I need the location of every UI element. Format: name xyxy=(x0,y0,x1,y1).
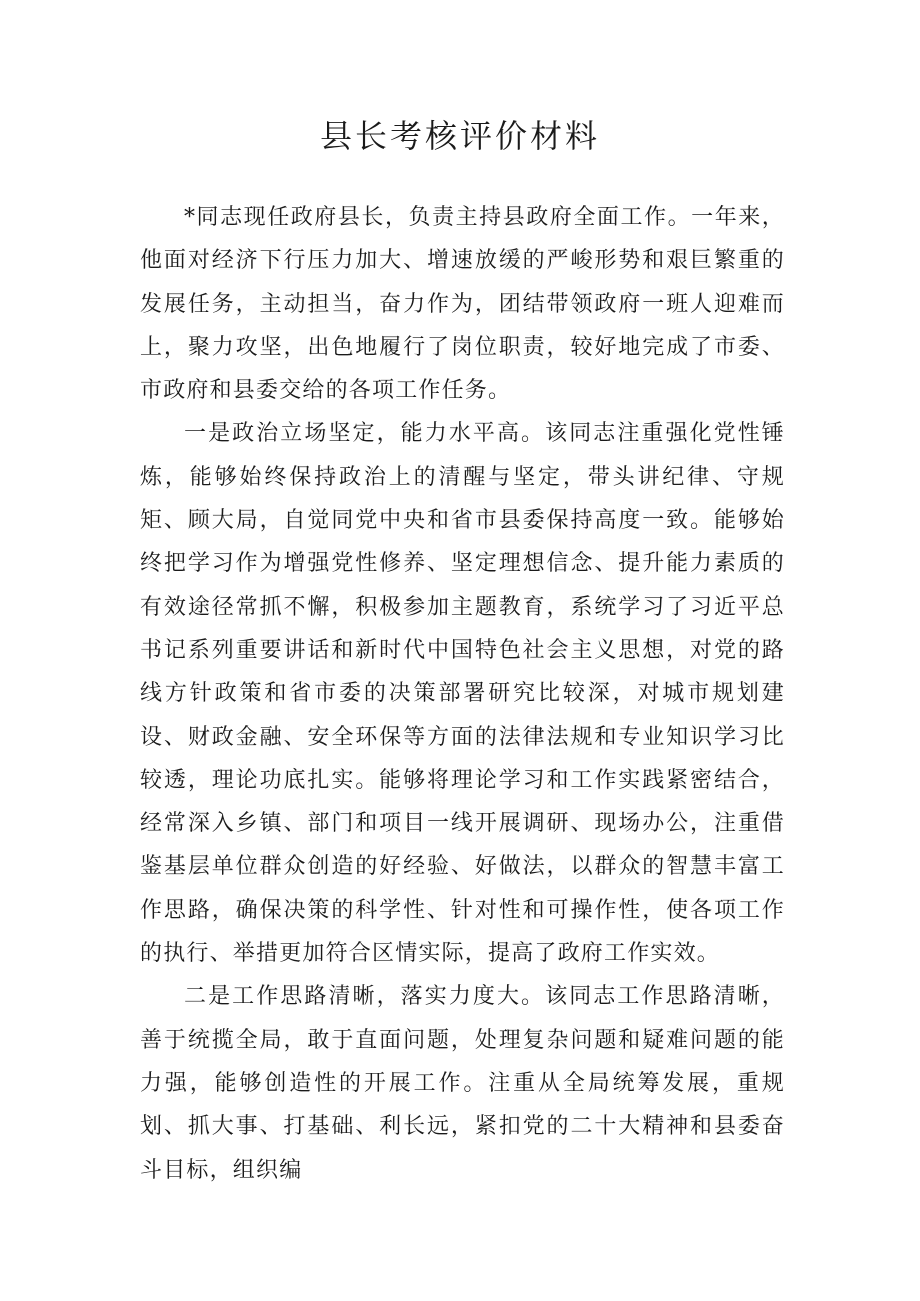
paragraph-work-approach: 二是工作思路清晰，落实力度大。该同志工作思路清晰，善于统揽全局，敢于直面问题，处理复杂问题和疑难问题的能力强，能够创造性的开展工作。注重从全局统筹发展，重规划、抓大事、打基础、利长远，紧扣党的二十大精神和县委奋斗目标，组织编 xyxy=(140,984,785,1183)
document-title: 县长考核评价材料 xyxy=(319,117,600,155)
paragraph-political-stance: 一是政治立场坚定，能力水平高。该同志注重强化党性锤炼，能够始终保持政治上的清醒与坚定，带头讲纪律、守规矩、顾大局，自觉同党中央和省市县委保持高度一致。能够始终把学习作为增强党性修养、坚定理想信念、提升能力素质的有效途径常抓不懈，积极参加主题教育，系统学习了习近平总书记系列重要讲话和新时代中国特色社会主义思想，对党的路线方针政策和省市委的决策部署研究比较深，对城市规划建设、财政金融、安全环保等方面的法律法规和专业知识学习比较透，理论功底扎实。能够将理论学习和工作实践紧密结合，经常深入乡镇、部门和项目一线开展调研、现场办公，注重借鉴基层单位群众创造的好经验、好做法，以群众的智慧丰富工作思路，确保决策的科学性、针对性和可操作性，使各项工作的执行、举措更加符合区情实际，提高了政府工作实效。 xyxy=(140,421,785,967)
document-body xyxy=(140,196,785,1192)
paragraph-intro: *同志现任政府县长，负责主持县政府全面工作。一年来，他面对经济下行压力加大、增速放缓的严峻形势和艰巨繁重的发展任务，主动担当，奋力作为，团结带领政府一班人迎难而上，聚力攻坚，出色地履行了岗位职责，较好地完成了市委、市政府和县委交给的各项工作任务。 xyxy=(140,205,785,404)
